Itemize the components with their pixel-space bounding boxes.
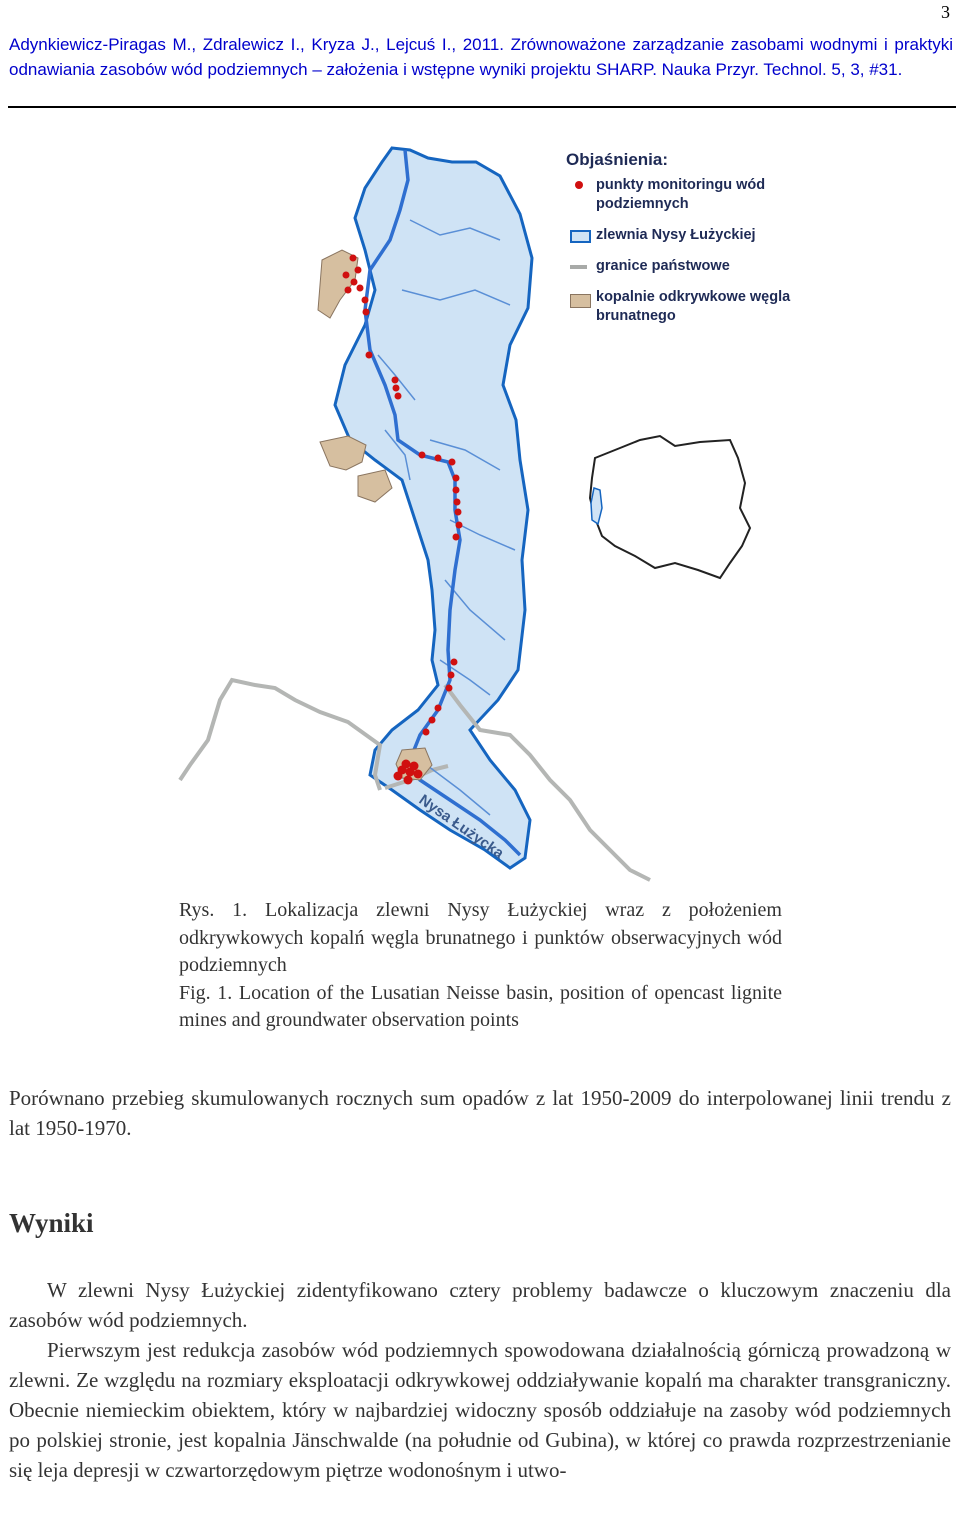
section-title-wyniki: Wyniki <box>9 1208 94 1238</box>
header-divider <box>8 106 956 108</box>
mine-lower <box>358 470 392 502</box>
mine-swatch <box>570 294 591 308</box>
legend-label: zlewnia Nysy Łużyckiej <box>596 227 756 243</box>
legend-label: punkty monitoringu wód podziemnych <box>596 177 766 212</box>
results-text <box>9 1275 951 1485</box>
basin-area <box>335 148 532 868</box>
basin-swatch <box>570 230 591 243</box>
legend-item-mines <box>566 288 826 326</box>
legend-item-basin <box>566 226 826 245</box>
monitoring-point-swatch <box>575 181 583 189</box>
page-number: 3 <box>941 2 950 22</box>
mine-central <box>320 436 366 470</box>
figure-caption <box>179 897 782 1035</box>
paragraph-text: Pierwszym jest redukcja zasobów wód podziemnych spowodowana działalnością górniczą prowadzoną w zlewni. Ze względu na rozmiary eksploatacji odkrywkowej oddziaływanie kopalń ma charakter transgraniczny. Obecnie niemieckim obiektem, który w najbardziej widoczny sposób oddziałuje na zasoby wód podziemnych po polskiej stronie, jest kopalnia Jänschwalde (na południe od Gubina), w której co prawda rozprzestrzenianie się leja depresji w czwartorzędowym piętrze wodonośnym i utwo- <box>9 1338 951 1482</box>
paragraph-methods <box>9 1083 951 1143</box>
paragraph-text: W zlewni Nysy Łużyckiej zidentyfikowano cztery problemy badawcze o kluczowym znaczeniu dla zasobów wód podziemnych. <box>9 1278 951 1332</box>
poland-outline-inset <box>580 428 760 588</box>
legend-title: Objaśnienia: <box>566 150 669 169</box>
caption-en: Fig. 1. Location of the Lusatian Neisse basin, position of opencast lignite mines and groundwater observation points <box>179 981 782 1031</box>
river-label: Nysa Łużycka <box>415 791 507 863</box>
citation-header: Adynkiewicz-Piragas M., Zdralewicz I., Kryza J., Lejcuś I., 2011. Zrównoważone zarządzanie zasobami wodnymi i praktyki odnawiania zasobów wód podziemnych – założenia i wstępne wyniki projektu SHARP. Nauka Przyr. Technol. 5, 3, #31. <box>9 35 953 79</box>
paragraph-text: Porównano przebieg skumulowanych rocznych sum opadów z lat 1950-2009 do interpolowanej linii trendu z lat 1950-1970. <box>9 1086 951 1140</box>
legend-item-borders <box>566 257 826 276</box>
legend-label: granice państwowe <box>596 258 730 274</box>
legend-label: kopalnie odkrywkowe węgla brunatnego <box>596 289 791 324</box>
border-swatch <box>570 265 587 269</box>
state-border-west <box>180 680 380 790</box>
map-legend <box>566 150 826 338</box>
legend-item-monitoring-points <box>566 176 826 214</box>
poland-outline <box>590 436 750 578</box>
caption-pl: Rys. 1. Lokalizacja zlewni Nysy Łużyckiej wraz z położeniem odkrywkowych kopalń węgla brunatnego i punktów obserwacyjnych wód podziemnych <box>179 899 782 976</box>
